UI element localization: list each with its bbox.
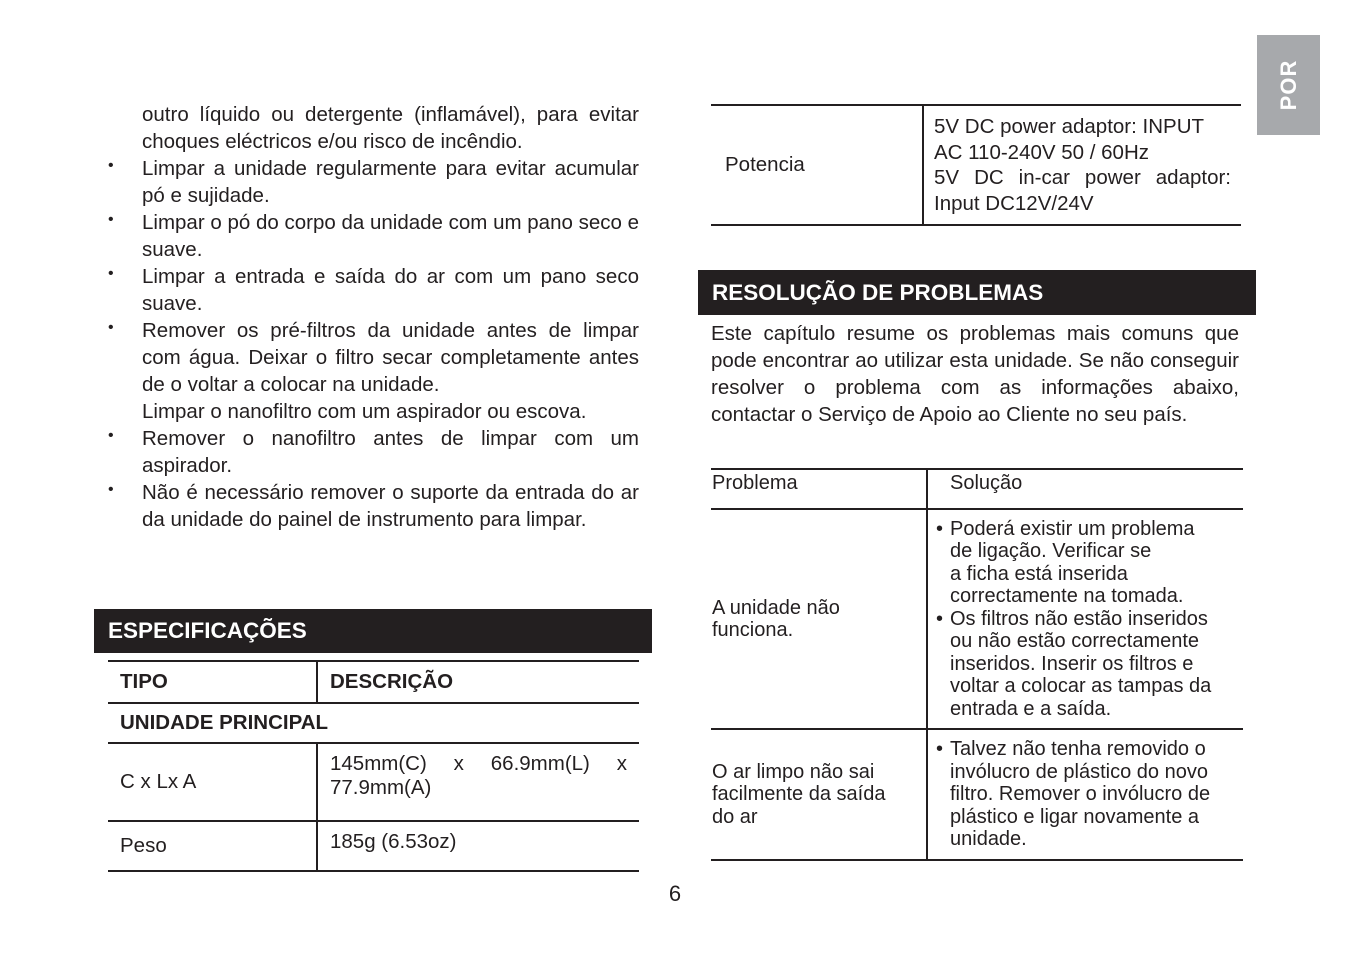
problem-cell xyxy=(711,729,927,860)
solution-text-line: plástico e ligar novamente a xyxy=(950,805,1200,828)
solution-item xyxy=(936,518,1243,608)
bullet-icon: • xyxy=(936,607,944,630)
problem-text-line: A unidade não xyxy=(712,596,840,619)
troubleshooting-table xyxy=(711,468,1243,861)
bullet-icon: • xyxy=(108,427,114,444)
cleaning-bullet-list xyxy=(108,155,639,533)
solution-text-line: de ligação. Verificar se xyxy=(950,540,1152,563)
list-item-text: Limpar a entrada e saída do ar com um pano seco suave. xyxy=(142,265,639,315)
language-tab-label: POR xyxy=(1275,59,1301,111)
size-label: C x Lx A xyxy=(108,743,317,821)
bullet-icon: • xyxy=(108,157,114,174)
problem-cell xyxy=(711,509,927,729)
solution-text-line: inseridos. Inserir os filtros e xyxy=(950,652,1194,675)
troubleshooting-intro: Este capítulo resume os problemas mais comuns que pode encontrar ao utilizar esta unidade. Se não conseguir resolver o problema com as informações abaixo, contactar o Serviço de Apoio ao Cliente no seu país. xyxy=(711,322,1239,426)
list-item-text: Remover o nanofiltro antes de limpar com um aspirador. xyxy=(142,427,639,477)
solution-text-line: voltar a colocar as tampas da xyxy=(950,675,1212,698)
table-row xyxy=(711,105,1241,225)
bullet-icon: • xyxy=(108,319,114,336)
power-label: Potencia xyxy=(711,105,923,225)
table-row xyxy=(711,729,1243,860)
solution-text-line: a ficha está inserida xyxy=(950,562,1128,585)
list-item xyxy=(108,155,639,209)
problem-text-line: funciona. xyxy=(712,619,794,641)
solution-list xyxy=(936,518,1243,721)
list-item-text: Limpar a unidade regularmente para evitar acumular pó e sujidade. xyxy=(142,157,639,207)
list-item xyxy=(108,209,639,263)
size-value-line: 77.9mm(A) xyxy=(330,776,432,799)
list-item xyxy=(108,425,639,479)
table-header-row xyxy=(108,661,639,703)
page-number: 6 xyxy=(668,881,682,906)
power-value xyxy=(923,105,1241,225)
specifications-heading: ESPECIFICAÇÕES xyxy=(94,609,652,653)
col-header-solution: Solução xyxy=(927,469,1243,509)
solution-text-line: Poderá existir um problema xyxy=(950,517,1195,540)
solution-text-line: filtro. Remover o invólucro de xyxy=(950,783,1211,806)
table-header-row xyxy=(711,469,1243,509)
bullet-icon: • xyxy=(108,265,114,282)
size-value xyxy=(317,743,639,821)
solution-item xyxy=(936,608,1243,721)
bullet-icon: • xyxy=(936,517,944,540)
list-item-text: Remover os pré-filtros da unidade antes de limpar com água. Deixar o filtro secar completamente antes de o voltar a colocar na unidade. xyxy=(142,319,639,396)
solution-text-line: correctamente na tomada. xyxy=(950,585,1184,608)
cleaning-instructions xyxy=(108,101,639,533)
bullet-icon: • xyxy=(936,738,944,761)
col-header-description: DESCRIÇÃO xyxy=(317,661,639,703)
specifications-table xyxy=(108,660,639,872)
power-value-line: 5V DC in-car power adaptor: xyxy=(934,166,1231,189)
solution-list xyxy=(936,738,1243,851)
power-table xyxy=(711,104,1241,226)
list-item xyxy=(108,263,639,317)
table-row xyxy=(108,743,639,821)
solution-text-line: Os filtros não estão inseridos xyxy=(950,607,1208,630)
weight-label: Peso xyxy=(108,821,317,871)
col-header-problem: Problema xyxy=(711,469,927,509)
solution-text-line: ou não estão correctamente xyxy=(950,630,1200,653)
list-item xyxy=(108,479,639,533)
power-value-line: Input DC12V/24V xyxy=(934,191,1094,215)
bullet-icon: • xyxy=(108,211,114,228)
solution-item xyxy=(936,738,1243,851)
list-item-extra-text: Limpar o nanofiltro com um aspirador ou escova. xyxy=(142,400,587,423)
solution-cell xyxy=(927,509,1243,729)
power-value-line: AC 110-240V 50 / 60Hz xyxy=(934,140,1149,164)
main-unit-subheading: UNIDADE PRINCIPAL xyxy=(108,703,639,743)
problem-text-line: do ar xyxy=(712,805,758,828)
troubleshooting-heading: RESOLUÇÃO DE PROBLEMAS xyxy=(698,270,1256,315)
weight-value: 185g (6.53oz) xyxy=(317,821,639,871)
language-tab xyxy=(1257,35,1320,135)
bullet-icon: • xyxy=(108,481,114,498)
power-value-line: 5V DC power adaptor: INPUT xyxy=(934,115,1205,138)
list-item-text: Não é necessário remover o suporte da entrada do ar da unidade do painel de instrumento para limpar. xyxy=(142,481,639,531)
size-value-line: 145mm(C) x 66.9mm(L) x xyxy=(330,752,627,775)
table-subheading-row xyxy=(108,703,639,743)
solution-cell xyxy=(927,729,1243,860)
problem-text-line: facilmente da saída xyxy=(712,783,886,806)
table-row xyxy=(108,821,639,871)
solution-text-line: Talvez não tenha removido o xyxy=(950,738,1206,761)
solution-text-line: unidade. xyxy=(950,828,1027,851)
list-item-text: Limpar o pó do corpo da unidade com um pano seco e suave. xyxy=(142,211,639,261)
col-header-type: TIPO xyxy=(108,661,317,703)
list-item xyxy=(108,317,639,425)
solution-text-line: entrada e a saída. xyxy=(950,697,1112,720)
solution-text-line: invólucro de plástico do novo xyxy=(950,760,1208,783)
table-row xyxy=(711,509,1243,729)
continuation-paragraph: outro líquido ou detergente (inflamável), para evitar choques eléctricos e/ou risco de incêndio. xyxy=(142,103,639,153)
problem-text-line: O ar limpo não sai xyxy=(712,760,875,783)
